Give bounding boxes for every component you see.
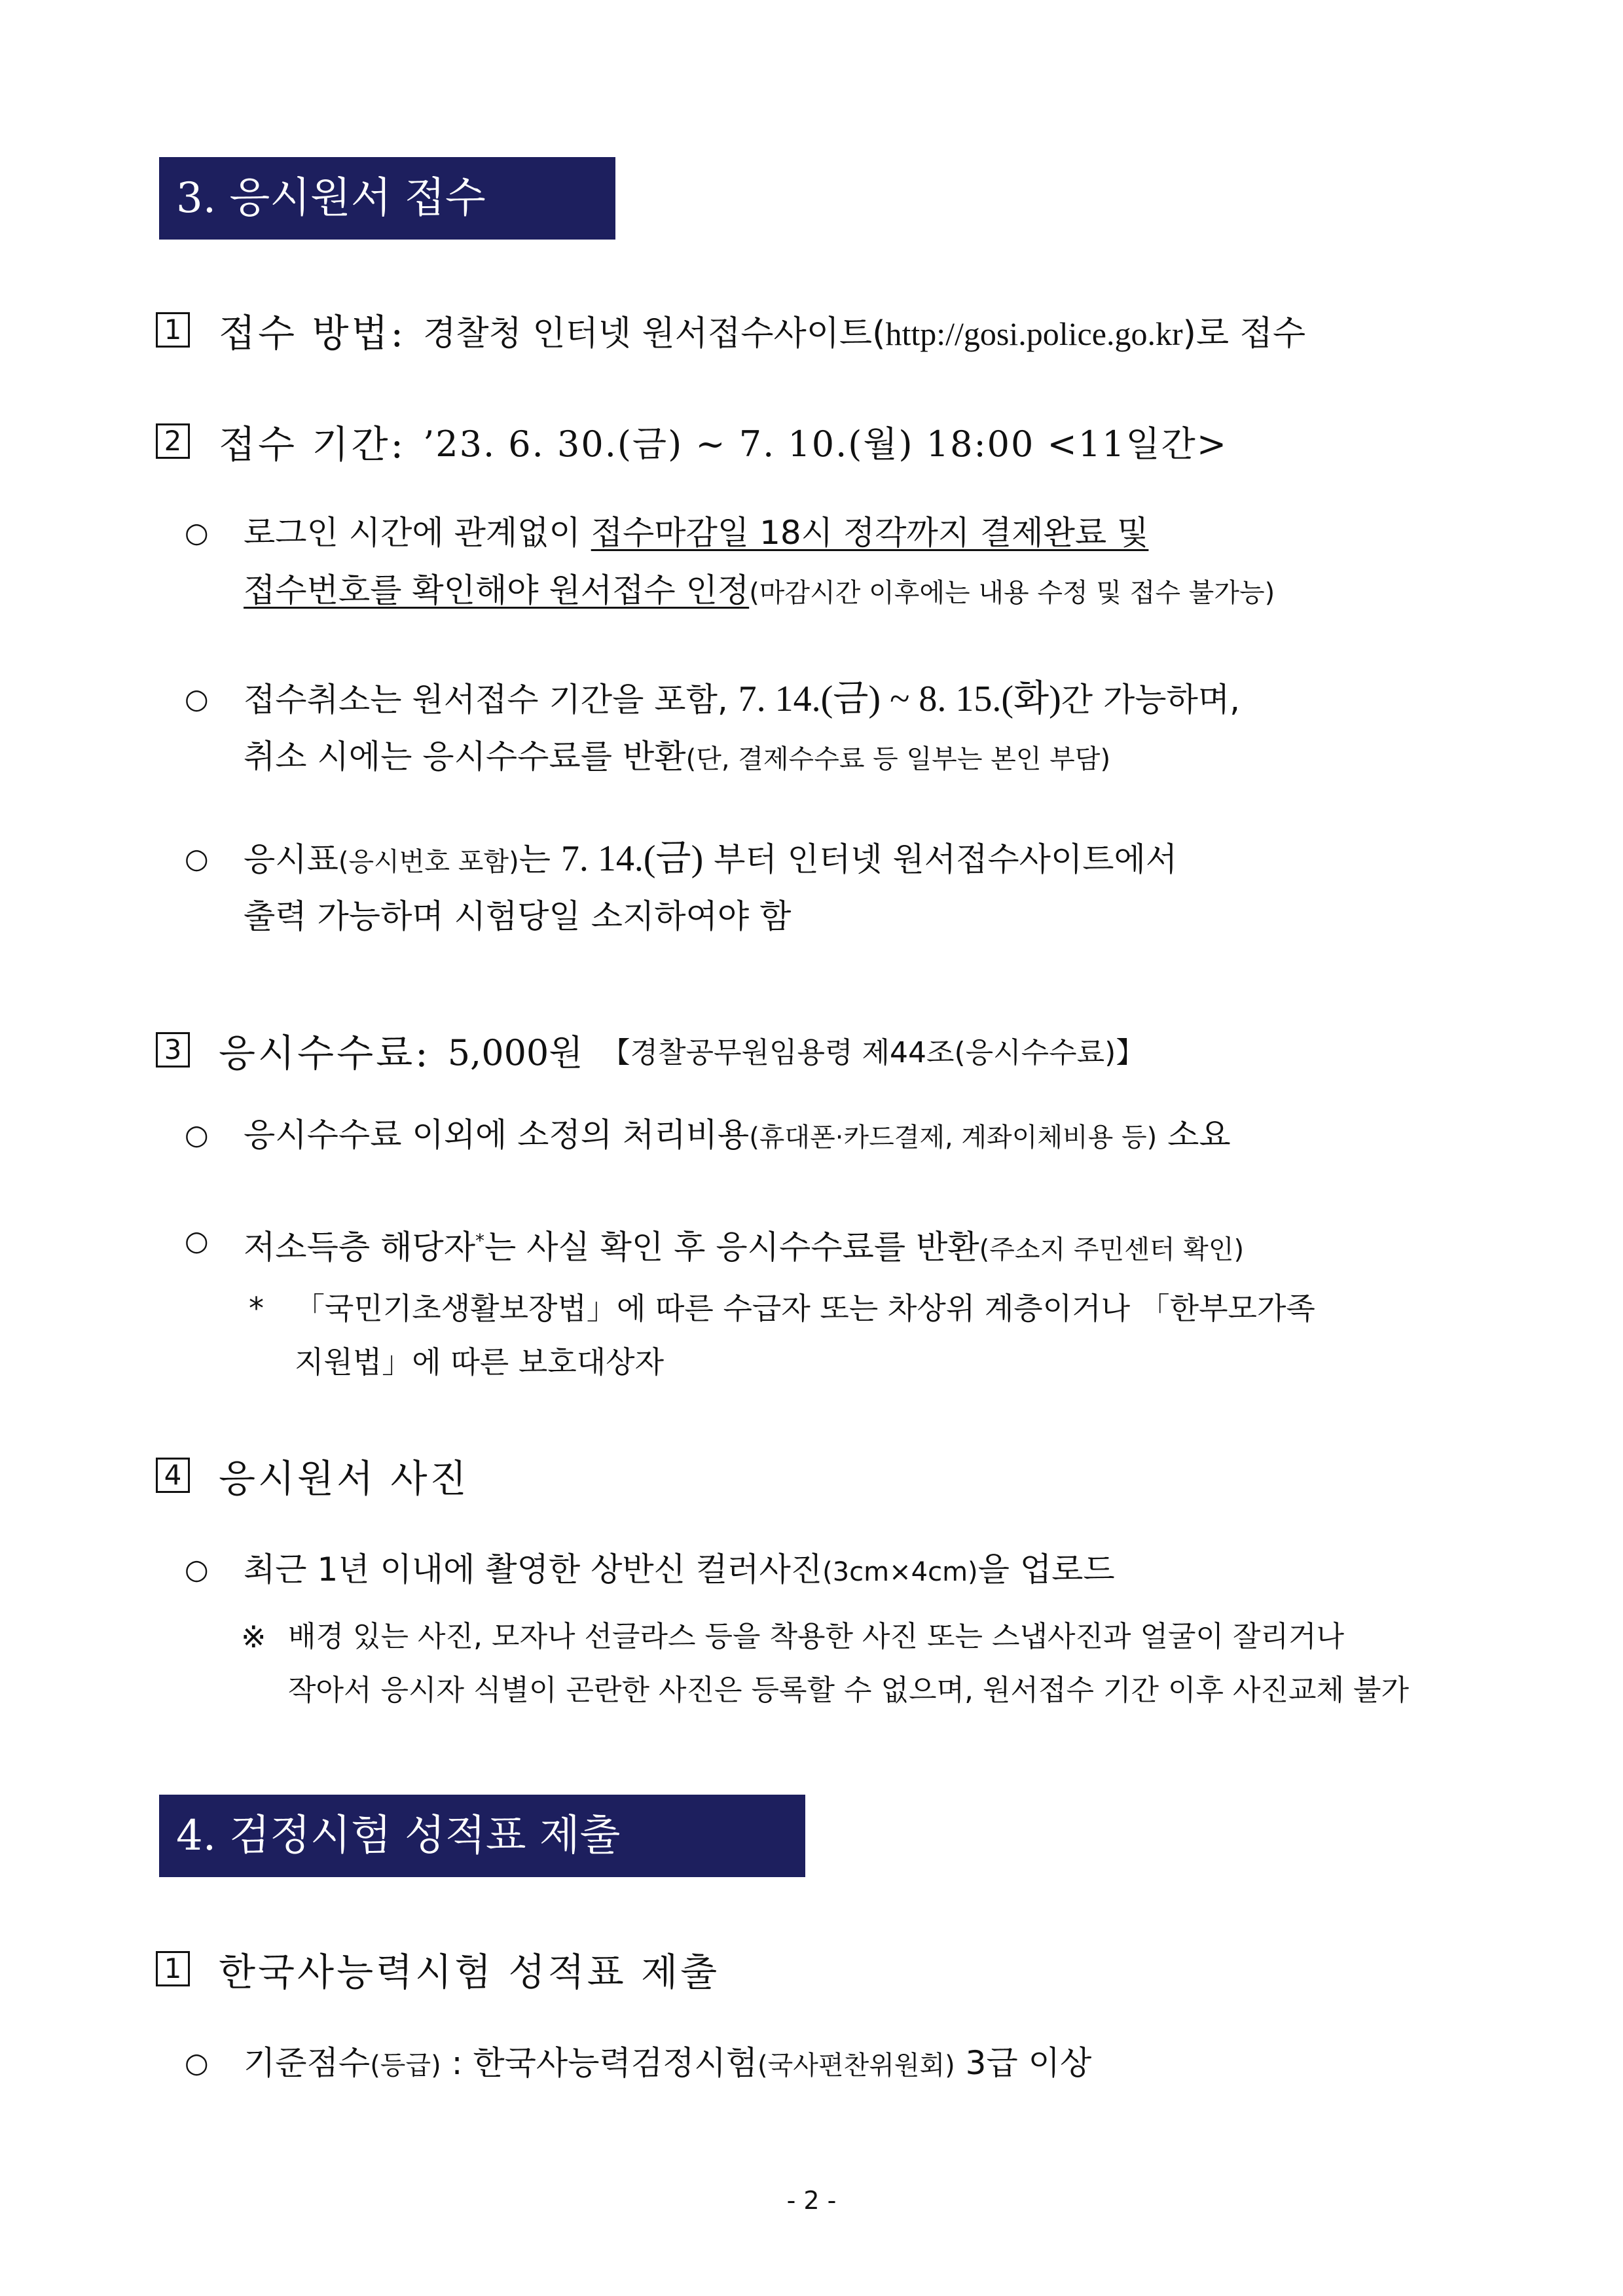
item-label: 접수 기간:: [219, 422, 407, 467]
bullet-icon: ○: [185, 516, 209, 548]
item-label: 응시수수료:: [219, 1031, 431, 1075]
receipt-emphasis: 접수번호를 확인해야 원서접수 인정: [244, 571, 750, 609]
bullet-icon: ○: [185, 842, 209, 874]
section-4-header: [159, 1795, 805, 1877]
item-reception-period: [156, 414, 1228, 469]
cancel-dates: 7. 14.(금) ~ 8. 15.(화): [738, 679, 1061, 719]
page-number: - 2 -: [786, 2186, 837, 2215]
bullet-icon: ○: [185, 1553, 209, 1585]
section-4-title: 4. 검정시험 성적표 제출: [176, 1812, 621, 1860]
bullet-icon: ○: [185, 1119, 209, 1151]
item-number-box: 4: [156, 1458, 190, 1493]
legal-reference: 【경찰공무원임용령 제44조(응시수수료)】: [601, 1036, 1145, 1069]
ticket-date: 7. 14.(금): [560, 838, 704, 879]
footnote-mark: *: [249, 1291, 264, 1326]
item-label: 접수 방법:: [219, 311, 407, 355]
item-history-exam-submission: [156, 1941, 720, 1996]
item-number-box: 1: [156, 1951, 190, 1986]
item-reception-method: [156, 302, 1305, 357]
footnote-mark: ※: [241, 1619, 266, 1655]
item-text: 경찰청 인터넷 원서접수사이트(http://gosi.police.go.kr)로 접수: [423, 314, 1306, 353]
item-number-box: 3: [156, 1032, 190, 1067]
bullet-icon: ○: [185, 2047, 209, 2079]
period-text: ’23. 6. 30.(금) ~ 7. 10.(월) 18:00 <11일간>: [423, 423, 1228, 465]
item-label: 한국사능력시험 성적표 제출: [219, 1950, 720, 1994]
item-exam-fee: [156, 1022, 1144, 1077]
bullet-icon: ○: [185, 1225, 209, 1257]
section-3-header: [159, 157, 615, 240]
fee-amount: 5,000원: [447, 1031, 583, 1073]
section-3-title: 3. 응시원서 접수: [176, 174, 486, 223]
deadline-emphasis: 접수마감일 18시 정각까지 결제완료 및: [591, 514, 1149, 552]
item-number-box: 1: [156, 312, 190, 348]
bullet-icon: ○: [185, 683, 209, 715]
item-number-box: 2: [156, 423, 190, 459]
item-application-photo: [156, 1448, 469, 1503]
website-url: http://gosi.police.go.kr: [885, 315, 1183, 352]
item-label: 응시원서 사진: [219, 1456, 469, 1501]
